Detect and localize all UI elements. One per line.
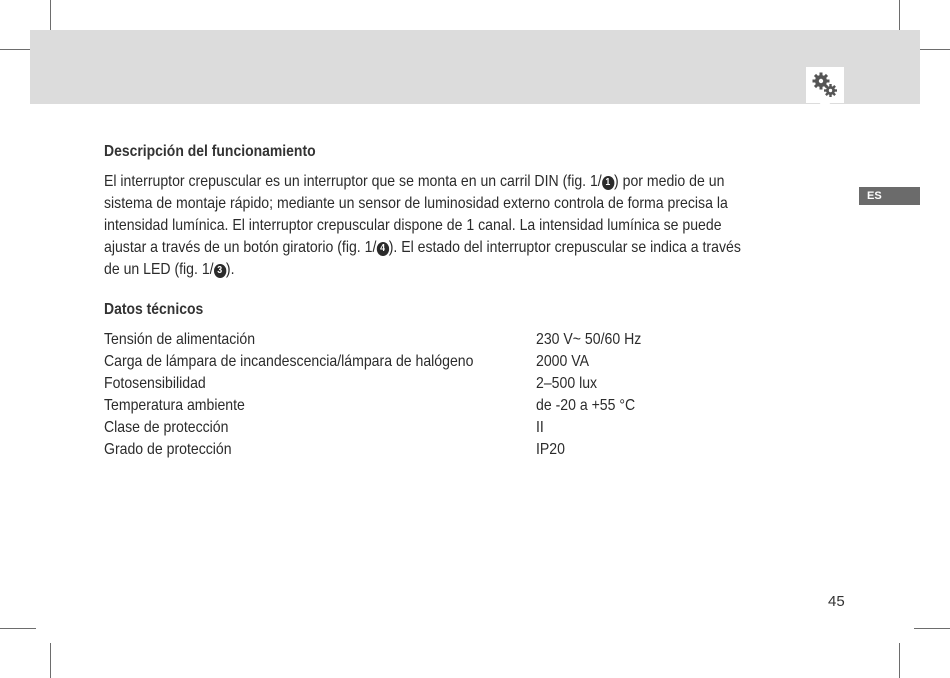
language-tab: ES [859,187,920,205]
section-heading-description: Descripción del funcionamiento [104,143,316,160]
spec-value: 2000 VA [536,353,589,370]
spec-value: II [536,419,544,436]
paragraph-line: ajustar a través de un botón giratorio (fig. 1/ 4 ). El estado del interruptor crepuscular se indica a través [104,239,741,256]
spec-label: Carga de lámpara de incandescencia/lámpara de halógeno [104,353,474,370]
paragraph-line: El interruptor crepuscular es un interruptor que se monta en un carril DIN (fig. 1/ 1 ) por medio de un [104,173,725,190]
spec-value: 2–500 lux [536,375,598,392]
section-heading-technical-data: Datos técnicos [104,301,204,318]
crop-mark [914,628,950,629]
spec-label: Temperatura ambiente [104,397,245,414]
spec-value: 230 V~ 50/60 Hz [536,331,642,348]
spec-value: de -20 a +55 °C [536,397,636,414]
paragraph-line: intensidad lumínica. El interruptor crepuscular dispone de 1 canal. La intensidad lumínica se puede [104,217,722,234]
gear-tab [806,67,844,103]
spec-label: Clase de protección [104,419,229,436]
tab-notch [819,102,831,110]
paragraph-line: sistema de montaje rápido; mediante un sensor de luminosidad externo controla de forma precisa la [104,195,728,212]
page-number: 45 [828,593,845,610]
crop-mark [0,628,36,629]
spec-label: Fotosensibilidad [104,375,206,392]
figure-marker-1: 1 [602,176,614,190]
header-band [30,30,920,104]
paragraph-line: de un LED (fig. 1/ 3 ). [104,261,235,278]
spec-label: Grado de protección [104,441,232,458]
spec-label: Tensión de alimentación [104,331,256,348]
spec-value: IP20 [536,441,565,458]
crop-mark [50,643,51,678]
crop-mark [899,643,900,678]
description-paragraph [104,171,834,281]
figure-marker-3: 3 [214,264,226,278]
gears-icon [811,71,839,99]
figure-marker-4: 4 [376,242,388,256]
